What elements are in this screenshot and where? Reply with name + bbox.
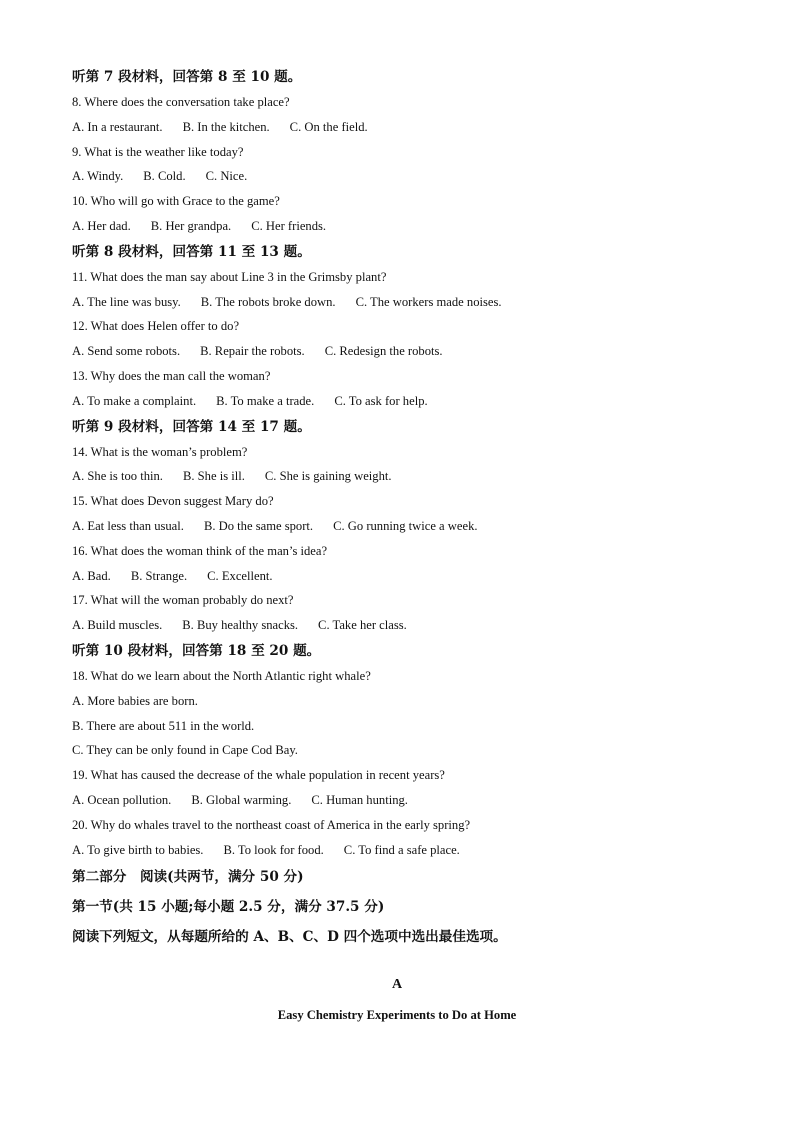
q12-option-b: B. Repair the robots. bbox=[200, 344, 305, 359]
q12-option-a: A. Send some robots. bbox=[72, 344, 181, 359]
q15-option-b: B. Do the same sport. bbox=[203, 518, 314, 533]
exam-page bbox=[72, 64, 732, 952]
question-17-stem: 17. What will the woman probably do next? bbox=[72, 593, 294, 608]
q17-option-b: B. Buy healthy snacks. bbox=[182, 618, 299, 633]
q17-option-c: C. Take her class. bbox=[318, 618, 407, 633]
q14-option-a: A. She is too thin. bbox=[72, 469, 163, 484]
q8-option-a: A. In a restaurant. bbox=[72, 119, 163, 134]
q10-option-c: C. Her friends. bbox=[251, 218, 327, 233]
q10-option-b: B. Her grandpa. bbox=[150, 218, 232, 233]
q15-option-a: A. Eat less than usual. bbox=[72, 518, 184, 533]
q16-option-a: A. Bad. bbox=[72, 568, 111, 583]
question-11-options bbox=[72, 290, 732, 315]
q11-option-b: B. The robots broke down. bbox=[200, 294, 336, 309]
q13-option-b: B. To make a trade. bbox=[216, 393, 315, 408]
section-one-heading: 第一节(共 15 小题;每小题 2.5 分，满分 37.5 分) bbox=[72, 899, 385, 916]
q15-option-c: C. Go running twice a week. bbox=[333, 518, 478, 533]
question-17-options bbox=[72, 613, 732, 638]
passage-letter: A bbox=[391, 977, 403, 992]
section-heading-9: 听第 9 段材料，回答第 14 至 17 题。 bbox=[72, 418, 311, 435]
q9-option-a: A. Windy. bbox=[72, 169, 124, 184]
q19-option-c: C. Human hunting. bbox=[311, 792, 408, 807]
question-10-options bbox=[72, 214, 732, 239]
part-two-heading: 第二部分 阅读(共两节，满分 50 分) bbox=[72, 869, 304, 886]
q19-option-a: A. Ocean pollution. bbox=[72, 792, 172, 807]
question-14-options bbox=[72, 464, 732, 489]
q16-option-b: B. Strange. bbox=[130, 568, 188, 583]
q18-option-a: A. More babies are born. bbox=[72, 693, 198, 708]
q18-option-b: B. There are about 511 in the world. bbox=[72, 718, 255, 733]
q13-option-c: C. To ask for help. bbox=[334, 393, 428, 408]
reading-instruction: 阅读下列短文，从每题所给的 A、B、C、D 四个选项中选出最佳选项。 bbox=[72, 929, 507, 946]
q8-option-b: B. In the kitchen. bbox=[182, 119, 270, 134]
section-heading-8: 听第 8 段材料，回答第 11 至 13 题。 bbox=[72, 243, 311, 260]
section-heading-7: 听第 7 段材料，回答第 8 至 10 题。 bbox=[72, 69, 302, 85]
question-15-options bbox=[72, 514, 732, 539]
question-18-stem: 18. What do we learn about the North Atlantic right whale? bbox=[72, 668, 371, 683]
question-19-options bbox=[72, 788, 732, 813]
question-16-stem: 16. What does the woman think of the man’s idea? bbox=[72, 543, 328, 558]
q20-option-a: A. To give birth to babies. bbox=[72, 842, 204, 857]
question-16-options bbox=[72, 564, 732, 589]
q14-option-c: C. She is gaining weight. bbox=[264, 469, 392, 484]
question-20-stem: 20. Why do whales travel to the northeast coast of America in the early spring? bbox=[72, 817, 471, 832]
q11-option-a: A. The line was busy. bbox=[72, 294, 181, 309]
question-14-stem: 14. What is the woman’s problem? bbox=[72, 444, 248, 459]
question-15-stem: 15. What does Devon suggest Mary do? bbox=[72, 494, 274, 509]
question-12-options bbox=[72, 339, 732, 364]
section-heading-10: 听第 10 段材料，回答第 18 至 20 题。 bbox=[72, 642, 321, 659]
q12-option-c: C. Redesign the robots. bbox=[324, 344, 443, 359]
q8-option-c: C. On the field. bbox=[289, 119, 368, 134]
question-12-stem: 12. What does Helen offer to do? bbox=[72, 319, 240, 334]
question-13-stem: 13. Why does the man call the woman? bbox=[72, 368, 271, 383]
q19-option-b: B. Global warming. bbox=[191, 792, 292, 807]
q13-option-a: A. To make a complaint. bbox=[72, 393, 197, 408]
question-8-options bbox=[72, 115, 732, 140]
question-19-stem: 19. What has caused the decrease of the whale population in recent years? bbox=[72, 768, 445, 783]
q20-option-b: B. To look for food. bbox=[223, 842, 324, 857]
passage-title: Easy Chemistry Experiments to Do at Home bbox=[277, 1008, 517, 1022]
q9-option-b: B. Cold. bbox=[143, 169, 186, 184]
q10-option-a: A. Her dad. bbox=[72, 218, 131, 233]
q20-option-c: C. To find a safe place. bbox=[343, 842, 460, 857]
question-20-options bbox=[72, 838, 732, 863]
q14-option-b: B. She is ill. bbox=[182, 469, 245, 484]
q16-option-c: C. Excellent. bbox=[207, 568, 273, 583]
q9-option-c: C. Nice. bbox=[205, 169, 248, 184]
question-8-stem: 8. Where does the conversation take place? bbox=[72, 95, 290, 109]
question-10-stem: 10. Who will go with Grace to the game? bbox=[72, 194, 280, 209]
question-9-stem: 9. What is the weather like today? bbox=[72, 144, 244, 159]
question-13-options bbox=[72, 389, 732, 414]
q11-option-c: C. The workers made noises. bbox=[355, 294, 502, 309]
q18-option-c: C. They can be only found in Cape Cod Bay. bbox=[72, 743, 298, 758]
question-11-stem: 11. What does the man say about Line 3 in the Grimsby plant? bbox=[72, 269, 387, 284]
question-9-options bbox=[72, 164, 732, 189]
q17-option-a: A. Build muscles. bbox=[72, 618, 163, 633]
